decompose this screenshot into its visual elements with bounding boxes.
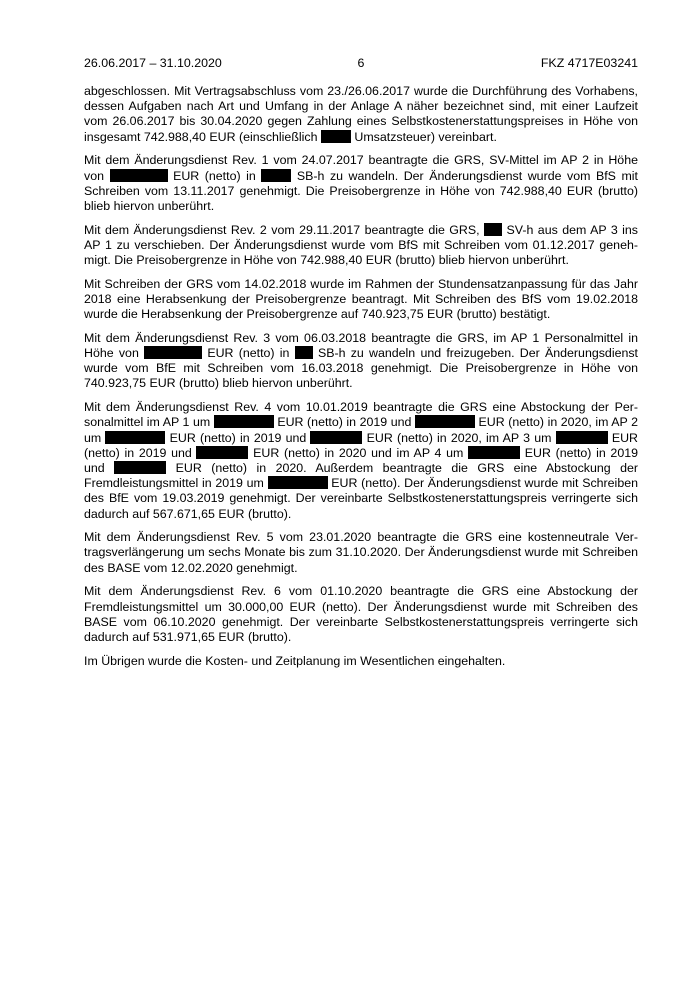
text-segment: Mit dem Änderungsdienst Rev. 4 vom 10.01.2019 beantragte die GRS eine Abstockung der Personalmittel im AP 1 um bbox=[84, 400, 638, 430]
redaction-block bbox=[415, 415, 475, 428]
text-segment: SB-h zu wandeln. Der Änderungsdienst wurde vom BfS mit Schreiben vom 13.11.2017 genehmigt. Die Preisobergrenze in Höhe von 742.988,40 EUR (brutto) blieb hiervon unberührt. bbox=[84, 168, 638, 213]
redaction-block bbox=[484, 223, 502, 236]
text-segment: EUR (netto) in bbox=[173, 168, 256, 183]
paragraph-contract bbox=[84, 84, 638, 145]
redaction-block bbox=[214, 415, 274, 428]
text-segment: Umsatzsteuer) vereinbart. bbox=[354, 129, 497, 144]
paragraph-rev6 bbox=[84, 584, 638, 645]
page-header bbox=[84, 56, 638, 74]
text-segment: Mit dem Änderungsdienst Rev. 3 vom 06.03.2018 beantragte die GRS, im AP 1 Personalmittel in Höhe von bbox=[84, 330, 638, 361]
paragraph-rev3 bbox=[84, 331, 638, 392]
header-date-range: 26.06.2017 – 31.10.2020 bbox=[84, 56, 222, 70]
paragraph-summary bbox=[84, 654, 638, 669]
text-segment: EUR (netto) in 2019 und bbox=[84, 430, 638, 460]
redaction-block bbox=[144, 346, 202, 359]
text-segment: EUR (netto) in 2019 und bbox=[277, 415, 412, 430]
redaction-block bbox=[295, 346, 313, 359]
text-segment: Im Übrigen wurde die Kosten- und Zeitplanung im Wesentlichen eingehalten. bbox=[84, 653, 506, 668]
redaction-block bbox=[556, 431, 608, 444]
text-segment: Mit dem Änderungsdienst Rev. 2 vom 29.11.2017 beantragte die GRS, bbox=[84, 222, 480, 237]
text-segment: Mit dem Änderungsdienst Rev. 6 vom 01.10.2020 beantragte die GRS eine Abstockung der Fremdleistungsmittel um 30.000,00 EUR (netto). Der Änderungsdienst wurde mit Schreiben des BASE vom 06.10.2020 genehmigt. Der vereinbarte Selbstkostenerstattungspreis verringerte sich dadurch auf 531.971,65 EUR (brutto). bbox=[84, 584, 638, 644]
paragraph-rev1 bbox=[84, 153, 638, 214]
text-segment: EUR (netto) in 2020, im AP 3 um bbox=[366, 430, 552, 445]
text-segment: EUR (netto) in 2020 und im AP 4 um bbox=[253, 445, 464, 460]
paragraph-rev4 bbox=[84, 400, 638, 522]
text-segment: SB-h zu wandeln und freizugeben. Der Änderungsdienst wurde vom BfE mit Schreiben vom 16.03.2018 genehmigt. Die Preisobergrenze in Höhe von 740.923,75 EUR (brutto) blieb hiervon unberührt. bbox=[84, 346, 638, 391]
text-segment: EUR (netto). Der Änderungsdienst wurde mit Schreiben des BfE vom 19.03.2019 genehmigt. Der vereinbarte Selbstkostenerstattungspreis verringerte sich dadurch auf 567.671,65 EUR (brutto). bbox=[84, 476, 638, 521]
text-segment: SV-h aus dem AP 3 ins AP 1 zu verschieben. Der Änderungsdienst wurde vom BfS mit Schreiben vom 01.12.2017 genehmigt. Die Preisobergrenze in Höhe von 742.988,40 EUR (brutto) blieb hiervon unberührt. bbox=[84, 222, 638, 268]
redaction-block bbox=[321, 130, 351, 143]
redaction-block bbox=[114, 461, 166, 474]
text-segment: abgeschlossen. Mit Vertragsabschluss vom 23./26.06.2017 wurde die Durchführung des Vorhabens, dessen Aufgaben nach Art und Umfang in der Anlage A näher bezeichnet sind, mit einer Laufzeit vom 26.06.2017 bis 30.04.2020 gegen Zahlung eines Selbstkostenerstattungspreises in Höhe von insgesamt 742.988,40 EUR (einschließlich bbox=[84, 84, 638, 144]
redaction-block bbox=[268, 476, 328, 489]
redaction-block bbox=[105, 431, 165, 444]
redaction-block bbox=[261, 169, 291, 182]
header-page-number: 6 bbox=[357, 56, 365, 70]
redaction-block bbox=[110, 169, 168, 182]
redaction-block bbox=[196, 446, 248, 459]
text-segment: EUR (netto) in 2019 und bbox=[84, 445, 638, 475]
redaction-block bbox=[468, 446, 520, 459]
text-segment: Mit dem Änderungsdienst Rev. 5 vom 23.01.2020 beantragte die GRS eine kostenneutrale Vertragsverlängerung um sechs Monate bis zum 31.10.2020. Der Änderungsdienst wurde mit Schreiben des BASE vom 12.02.2020 genehmigt. bbox=[84, 530, 638, 575]
text-segment: EUR (netto) in 2020. Außerdem beantragte die GRS eine Abstockung der Fremdleistungsmittel in 2019 um bbox=[84, 460, 638, 491]
text-segment: EUR (netto) in 2020, im AP 2 um bbox=[84, 415, 639, 445]
paragraph-rate-adjustment bbox=[84, 277, 638, 323]
header-reference: FKZ 4717E03241 bbox=[540, 56, 638, 70]
text-segment: Mit Schreiben der GRS vom 14.02.2018 wurde im Rahmen der Stundensatzanpassung für das Jahr 2018 eine Herabsenkung der Preisobergrenze beantragt. Mit Schreiben des BfS vom 19.02.2018 wurde die Herabsenkung der Preisobergrenze auf 740.923,75 EUR (brutto) bestätigt. bbox=[84, 276, 638, 322]
text-segment: EUR (netto) in 2019 und bbox=[169, 430, 307, 445]
document-body bbox=[84, 84, 638, 677]
paragraph-rev2 bbox=[84, 223, 638, 269]
text-segment: EUR (netto) in bbox=[207, 346, 290, 361]
redaction-block bbox=[310, 431, 362, 444]
paragraph-rev5 bbox=[84, 530, 638, 576]
text-segment: Mit dem Änderungsdienst Rev. 1 vom 24.07.2017 beantragte die GRS, SV-Mittel im AP 2 in Höhe von bbox=[84, 153, 638, 183]
